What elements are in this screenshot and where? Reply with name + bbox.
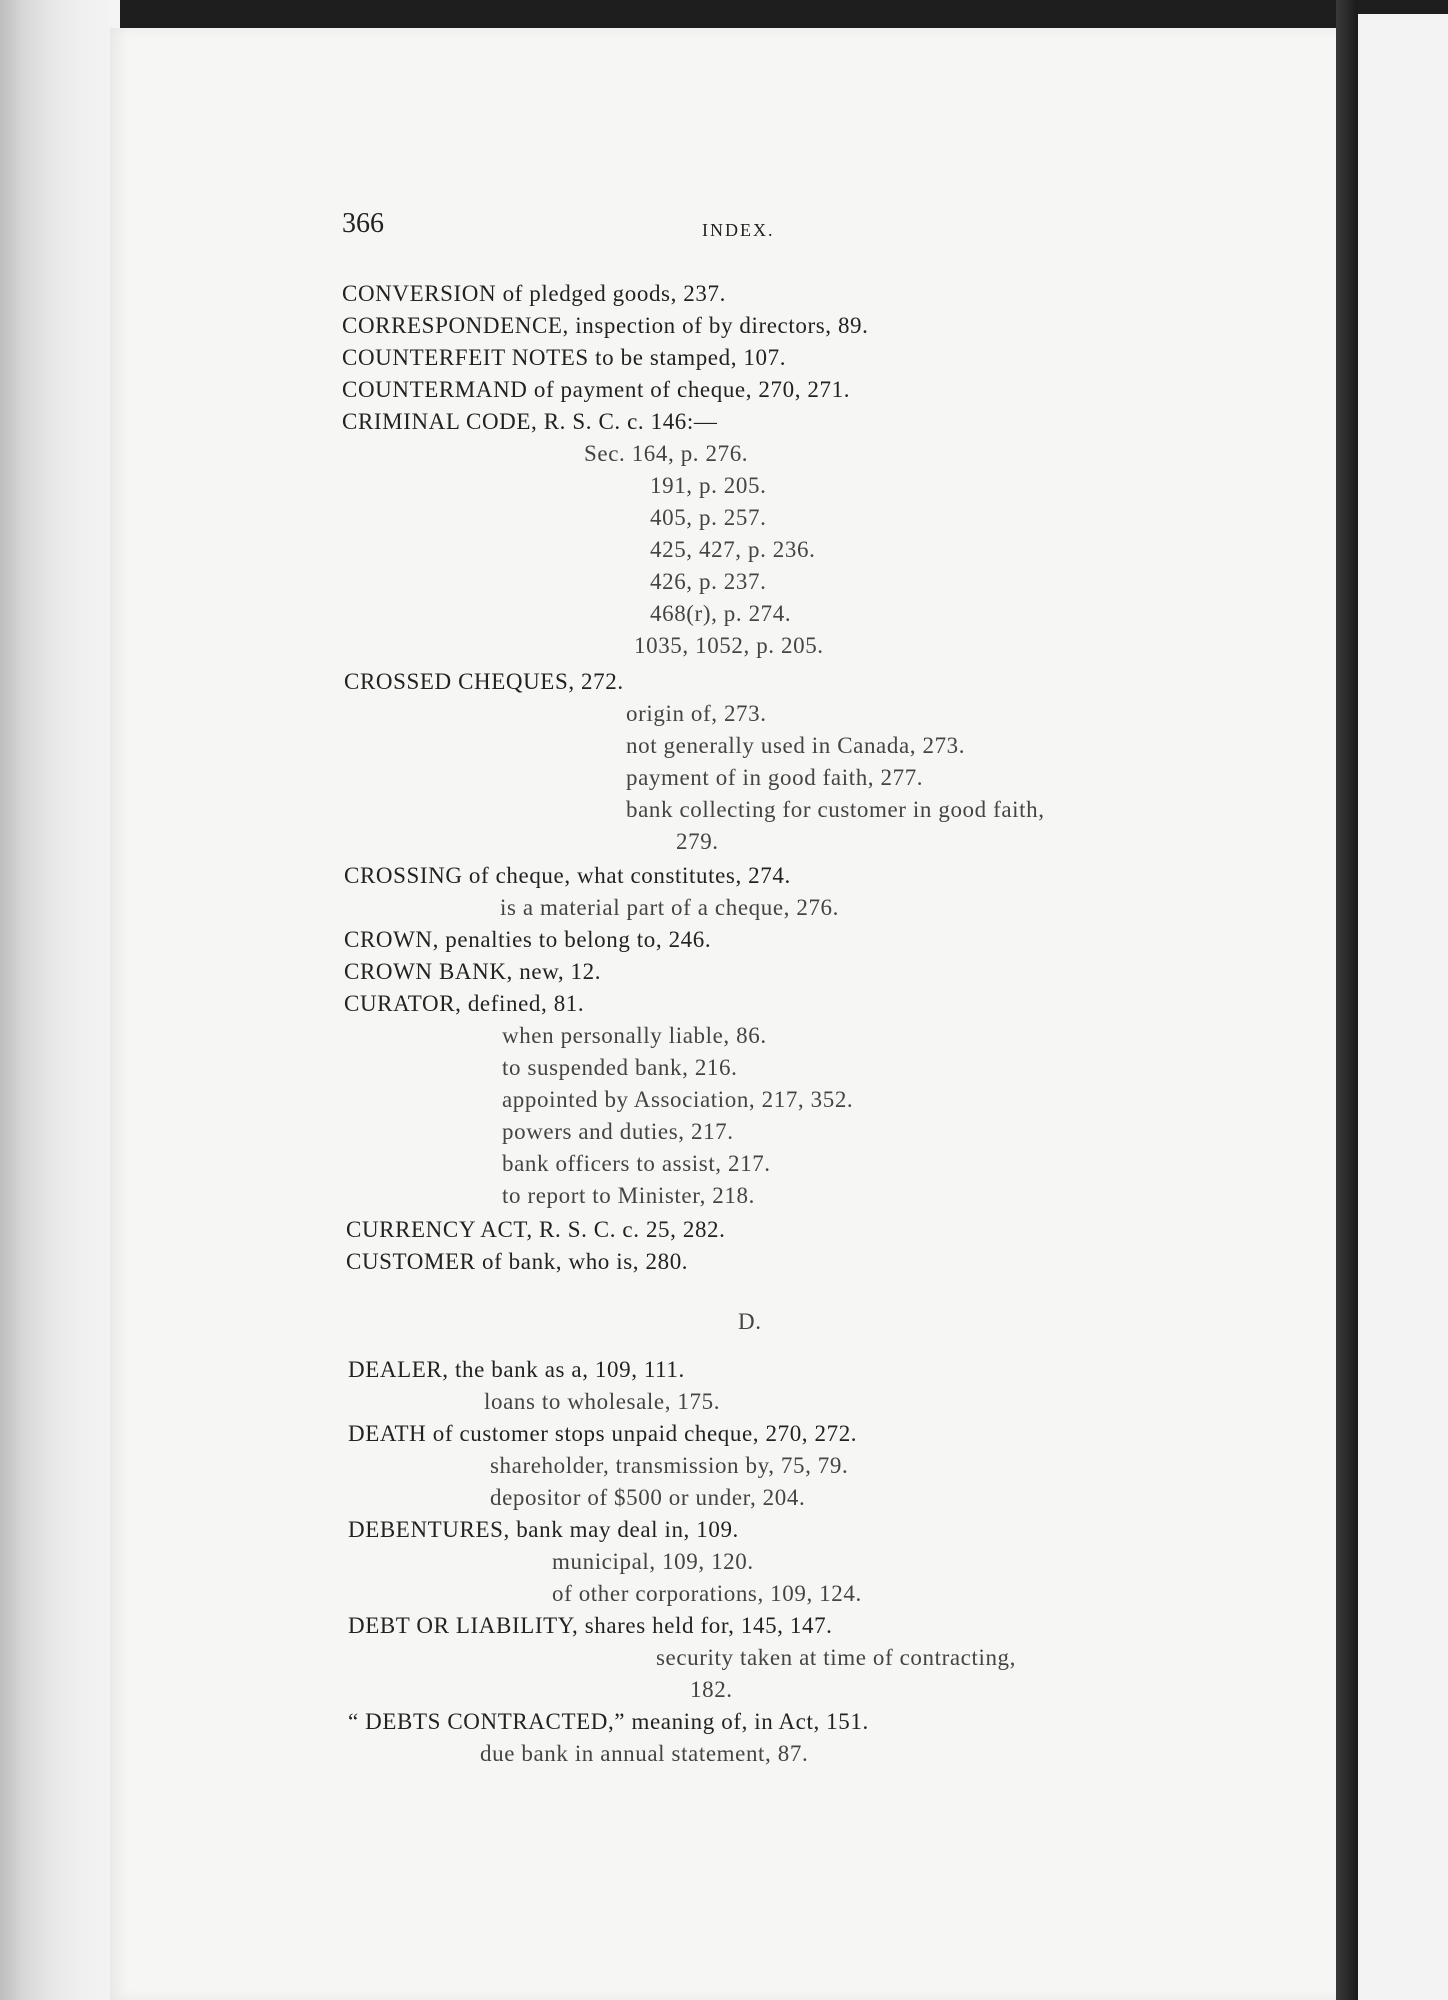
index-subentry: when personally liable, 86. <box>502 1023 767 1048</box>
index-subentry: 279. <box>676 829 719 854</box>
index-entry: CUSTOMER of bank, who is, 280. <box>346 1249 689 1274</box>
index-subentry: origin of, 273. <box>626 701 767 726</box>
index-subentry: to report to Minister, 218. <box>502 1183 755 1208</box>
index-entry: COUNTERFEIT NOTES to be stamped, 107. <box>342 345 787 370</box>
index-entry: DEATH of customer stops unpaid cheque, 270, 272. <box>348 1421 858 1446</box>
index-entry: DEBENTURES, bank may deal in, 109. <box>348 1517 739 1542</box>
index-subentry: 1035, 1052, p. 205. <box>634 633 824 658</box>
page-number: 366 <box>342 208 384 239</box>
index-subentry: 182. <box>690 1677 733 1702</box>
index-entry: CONVERSION of pledged goods, 237. <box>342 281 726 306</box>
index-subentry: Sec. 164, p. 276. <box>584 441 749 466</box>
index-subentry: municipal, 109, 120. <box>552 1549 754 1574</box>
index-subentry: appointed by Association, 217, 352. <box>502 1087 854 1112</box>
index-entry: CORRESPONDENCE, inspection of by directors, 89. <box>342 313 869 338</box>
index-entry: CURRENCY ACT, R. S. C. c. 25, 282. <box>346 1217 726 1242</box>
running-head: INDEX. <box>702 220 775 240</box>
index-entry: DEALER, the bank as a, 109, 111. <box>348 1357 685 1382</box>
index-subentry: payment of in good faith, 277. <box>626 765 924 790</box>
index-entry: CRIMINAL CODE, R. S. C. c. 146:— <box>342 409 718 434</box>
index-entry: CROSSING of cheque, what constitutes, 274. <box>344 863 791 888</box>
index-entry: CROWN, penalties to belong to, 246. <box>344 927 712 952</box>
index-entry: CURATOR, defined, 81. <box>344 991 585 1016</box>
index-entry: DEBT OR LIABILITY, shares held for, 145, 147. <box>348 1613 833 1638</box>
index-subentry: security taken at time of contracting, <box>656 1645 1017 1670</box>
index-entry: CROSSED CHEQUES, 272. <box>344 669 624 694</box>
index-subentry: bank collecting for customer in good faith, <box>626 797 1045 822</box>
index-subentry: 405, p. 257. <box>650 505 767 530</box>
index-entry: COUNTERMAND of payment of cheque, 270, 271. <box>342 377 851 402</box>
index-subentry: 191, p. 205. <box>650 473 767 498</box>
index-subentry: shareholder, transmission by, 75, 79. <box>490 1453 849 1478</box>
index-subentry: depositor of $500 or under, 204. <box>490 1485 806 1510</box>
index-subentry: to suspended bank, 216. <box>502 1055 738 1080</box>
index-subentry: 468(r), p. 274. <box>650 601 792 626</box>
index-subentry: due bank in annual statement, 87. <box>480 1741 809 1766</box>
section-letter: D. <box>738 1309 762 1334</box>
index-subentry: not generally used in Canada, 273. <box>626 733 966 758</box>
index-subentry: powers and duties, 217. <box>502 1119 734 1144</box>
index-subentry: loans to wholesale, 175. <box>484 1389 721 1414</box>
index-subentry: of other corporations, 109, 124. <box>552 1581 862 1606</box>
index-entry: “ DEBTS CONTRACTED,” meaning of, in Act, 151. <box>348 1709 869 1734</box>
index-entry: CROWN BANK, new, 12. <box>344 959 602 984</box>
index-subentry: 425, 427, p. 236. <box>650 537 816 562</box>
index-subentry: 426, p. 237. <box>650 569 767 594</box>
index-subentry: is a material part of a cheque, 276. <box>500 895 839 920</box>
index-subentry: bank officers to assist, 217. <box>502 1151 771 1176</box>
